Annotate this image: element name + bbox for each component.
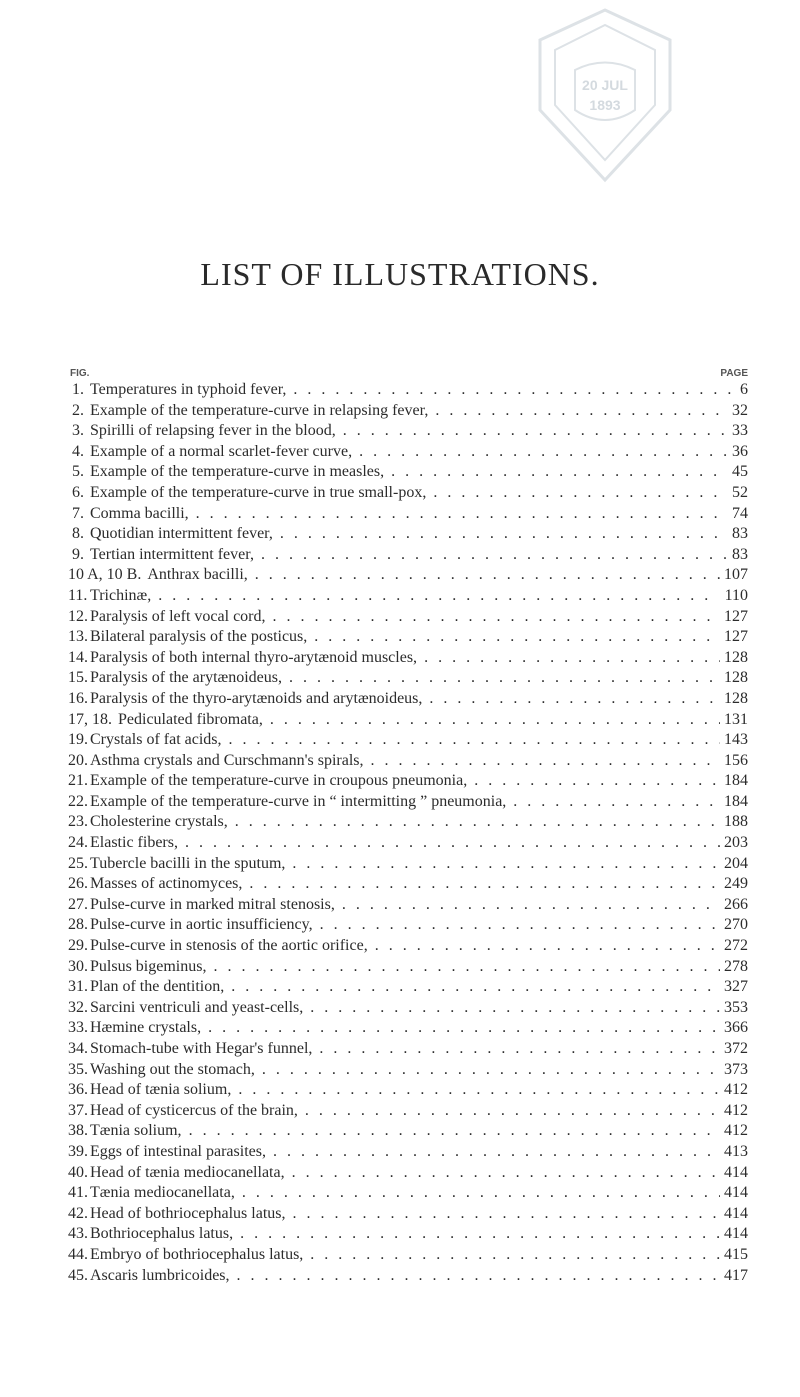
list-item xyxy=(68,586,748,607)
entry-lead xyxy=(68,812,748,833)
page-number: 412 xyxy=(720,1080,748,1101)
figure-number: 19. xyxy=(68,731,88,749)
figure-number: 11. xyxy=(68,586,88,604)
figure-number: 26. xyxy=(68,875,88,893)
page-number: 127 xyxy=(720,607,748,628)
figure-caption: Pulse-curve in stenosis of the aortic orifice, xyxy=(90,937,368,955)
entry-lead xyxy=(68,833,748,854)
figure-number: 39. xyxy=(68,1142,88,1160)
figure-caption: Example of the temperature-curve in “ intermitting ” pneumonia, xyxy=(90,792,507,810)
page-number: 156 xyxy=(720,751,748,772)
entry-lead xyxy=(68,957,748,978)
page-number: 74 xyxy=(728,504,748,525)
figure-caption: Ascaris lumbricoides, xyxy=(90,1266,230,1284)
list-item xyxy=(68,462,748,483)
page-number: 270 xyxy=(720,915,748,936)
page-number: 127 xyxy=(720,627,748,648)
entry-lead xyxy=(68,442,748,463)
figure-caption: Tertian intermittent fever, xyxy=(90,545,254,563)
figure-caption: Pulse-curve in marked mitral stenosis, xyxy=(90,895,335,913)
figure-caption: Head of tænia solium, xyxy=(90,1081,232,1099)
entry-lead xyxy=(68,1183,748,1204)
list-item xyxy=(68,854,748,875)
figure-number: 28. xyxy=(68,916,88,934)
figure-caption: Eggs of intestinal parasites, xyxy=(90,1142,266,1160)
entry-lead xyxy=(68,977,748,998)
page-number: 353 xyxy=(720,998,748,1019)
list-item xyxy=(68,1245,748,1266)
entry-lead xyxy=(68,771,748,792)
page-number: 36 xyxy=(728,442,748,463)
figure-number: 7. xyxy=(72,504,84,522)
list-item xyxy=(68,833,748,854)
entry-lead xyxy=(68,1266,748,1287)
figure-caption: Masses of actinomyces, xyxy=(90,875,243,893)
entry-lead xyxy=(68,792,748,813)
list-item xyxy=(68,1101,748,1122)
entry-lead xyxy=(68,504,748,525)
list-item xyxy=(68,1204,748,1225)
list-item xyxy=(68,1266,748,1287)
entry-lead xyxy=(68,524,748,545)
figure-number: 29. xyxy=(68,937,88,955)
page-column-header: PAGE xyxy=(720,368,748,379)
entry-lead xyxy=(68,421,748,442)
figure-number: 12. xyxy=(68,607,88,625)
entry-lead xyxy=(68,1163,748,1184)
figure-caption: Pediculated fibromata, xyxy=(118,710,263,728)
page-number: 249 xyxy=(720,874,748,895)
figure-number: 40. xyxy=(68,1163,88,1181)
page-number: 278 xyxy=(720,957,748,978)
entry-lead xyxy=(68,668,748,689)
entry-lead xyxy=(68,462,748,483)
entry-lead xyxy=(68,565,748,586)
entry-lead xyxy=(68,895,748,916)
page-title: LIST OF ILLUSTRATIONS. xyxy=(200,256,600,292)
page-number: 412 xyxy=(720,1101,748,1122)
list-item xyxy=(68,565,748,586)
figure-number: 45. xyxy=(68,1266,88,1284)
page-number: 204 xyxy=(720,854,748,875)
figure-caption: Sarcini ventriculi and yeast-cells, xyxy=(90,998,304,1016)
figure-number: 13. xyxy=(68,628,88,646)
figure-caption: Elastic fibers, xyxy=(90,834,178,852)
list-item xyxy=(68,977,748,998)
figure-number: 10 A, 10 B. xyxy=(68,566,142,584)
entry-lead xyxy=(68,730,748,751)
figure-number: 27. xyxy=(68,895,88,913)
illustrations-list xyxy=(68,380,748,1286)
list-item xyxy=(68,689,748,710)
figure-caption: Example of the temperature-curve in croupous pneumonia, xyxy=(90,772,468,790)
figure-number: 31. xyxy=(68,978,88,996)
figure-caption: Paralysis of both internal thyro-arytænoid muscles, xyxy=(90,648,418,666)
figure-number: 22. xyxy=(68,792,88,810)
page-number: 266 xyxy=(720,895,748,916)
entry-lead xyxy=(68,1080,748,1101)
figure-caption: Head of tænia mediocanellata, xyxy=(90,1163,285,1181)
entry-lead xyxy=(68,380,748,401)
entry-lead xyxy=(68,854,748,875)
list-item xyxy=(68,545,748,566)
page-number: 32 xyxy=(728,401,748,422)
figure-caption: Hæmine crystals, xyxy=(90,1019,202,1037)
figure-caption: Trichinæ, xyxy=(90,586,152,604)
figure-caption: Comma bacilli, xyxy=(90,504,189,522)
figure-caption: Spirilli of relapsing fever in the blood, xyxy=(90,422,336,440)
list-item xyxy=(68,730,748,751)
figure-caption: Quotidian intermittent fever, xyxy=(90,525,273,543)
list-item xyxy=(68,1224,748,1245)
list-item xyxy=(68,627,748,648)
page-number: 131 xyxy=(720,710,748,731)
figure-caption: Paralysis of left vocal cord, xyxy=(90,607,266,625)
entry-lead xyxy=(68,1101,748,1122)
figure-number: 43. xyxy=(68,1225,88,1243)
entry-lead xyxy=(68,710,748,731)
entry-lead xyxy=(68,1060,748,1081)
figure-caption: Anthrax bacilli, xyxy=(147,566,248,584)
figure-number: 5. xyxy=(72,463,84,481)
entry-lead xyxy=(68,1204,748,1225)
list-item xyxy=(68,936,748,957)
page-number: 414 xyxy=(720,1204,748,1225)
figure-caption: Temperatures in typhoid fever, xyxy=(90,381,287,398)
figure-number: 8. xyxy=(72,525,84,543)
list-item xyxy=(68,998,748,1019)
figure-number: 44. xyxy=(68,1245,88,1263)
page-number: 415 xyxy=(720,1245,748,1266)
list-item xyxy=(68,1183,748,1204)
fig-column-header: FIG. xyxy=(70,368,90,379)
figure-number: 9. xyxy=(72,545,84,563)
entry-lead xyxy=(68,1245,748,1266)
page-number: 110 xyxy=(721,586,748,607)
figure-caption: Bothriocephalus latus, xyxy=(90,1225,234,1243)
figure-caption: Paralysis of the thyro-arytænoids and arytænoideus, xyxy=(90,689,423,707)
page-number: 412 xyxy=(720,1121,748,1142)
figure-caption: Asthma crystals and Curschmann's spirals, xyxy=(90,751,364,769)
figure-number: 6. xyxy=(72,483,84,501)
figure-caption: Head of bothriocephalus latus, xyxy=(90,1204,286,1222)
entry-lead xyxy=(68,1224,748,1245)
figure-number: 20. xyxy=(68,751,88,769)
entry-lead xyxy=(68,607,748,628)
list-item xyxy=(68,668,748,689)
figure-number: 35. xyxy=(68,1060,88,1078)
page-number: 128 xyxy=(720,648,748,669)
figure-number: 2. xyxy=(72,401,84,419)
page-number: 417 xyxy=(720,1266,748,1287)
list-item xyxy=(68,1018,748,1039)
entry-lead xyxy=(68,915,748,936)
page-number: 184 xyxy=(720,771,748,792)
page-number: 372 xyxy=(720,1039,748,1060)
figure-caption: Tubercle bacilli in the sputum, xyxy=(90,854,286,872)
library-stamp-seal xyxy=(520,0,690,200)
figure-caption: Stomach-tube with Hegar's funnel, xyxy=(90,1040,313,1057)
list-item xyxy=(68,1121,748,1142)
entry-lead xyxy=(68,648,748,669)
page-number: 52 xyxy=(728,483,748,504)
page-number: 366 xyxy=(720,1018,748,1039)
page-number: 413 xyxy=(720,1142,748,1163)
list-item xyxy=(68,957,748,978)
page-number: 414 xyxy=(720,1183,748,1204)
figure-number: 38. xyxy=(68,1122,88,1140)
figure-caption: Tænia solium, xyxy=(90,1122,182,1140)
entry-lead xyxy=(68,1121,748,1142)
figure-number: 16. xyxy=(68,689,88,707)
figure-number: 17, 18. xyxy=(68,710,112,728)
figure-number: 15. xyxy=(68,669,88,687)
figure-caption: Head of cysticercus of the brain, xyxy=(90,1101,298,1119)
figure-number: 34. xyxy=(68,1040,88,1057)
page-number: 6 xyxy=(736,380,748,401)
figure-number: 25. xyxy=(68,854,88,872)
list-item xyxy=(68,751,748,772)
figure-number: 33. xyxy=(68,1019,88,1037)
figure-caption: Pulse-curve in aortic insufficiency, xyxy=(90,916,313,934)
figure-caption: Crystals of fat acids, xyxy=(90,731,222,749)
list-item xyxy=(68,1142,748,1163)
page-number: 373 xyxy=(720,1060,748,1081)
list-item xyxy=(68,915,748,936)
figure-number: 42. xyxy=(68,1204,88,1222)
svg-text:1893: 1893 xyxy=(589,97,621,113)
list-item xyxy=(68,421,748,442)
figure-caption: Embryo of bothriocephalus latus, xyxy=(90,1245,304,1263)
list-item xyxy=(68,1060,748,1081)
list-item xyxy=(68,874,748,895)
figure-caption: Washing out the stomach, xyxy=(90,1060,255,1078)
entry-lead xyxy=(68,586,748,607)
figure-number: 14. xyxy=(68,648,88,666)
list-item xyxy=(68,607,748,628)
figure-caption: Paralysis of the arytænoideus, xyxy=(90,669,282,687)
figure-number: 37. xyxy=(68,1101,88,1119)
entry-lead xyxy=(68,483,748,504)
entry-lead xyxy=(68,401,748,422)
entry-lead xyxy=(68,1039,748,1060)
page-number: 33 xyxy=(728,421,748,442)
figure-caption: Example of the temperature-curve in measles, xyxy=(90,463,385,481)
list-item xyxy=(68,771,748,792)
list-item xyxy=(68,380,748,401)
figure-number: 36. xyxy=(68,1081,88,1099)
figure-number: 32. xyxy=(68,998,88,1016)
list-item xyxy=(68,1163,748,1184)
entry-lead xyxy=(68,936,748,957)
list-item xyxy=(68,710,748,731)
figure-caption: Pulsus bigeminus, xyxy=(90,957,207,975)
figure-caption: Cholesterine crystals, xyxy=(90,813,228,831)
figure-number: 24. xyxy=(68,834,88,852)
page-number: 83 xyxy=(728,545,748,566)
figure-number: 41. xyxy=(68,1184,88,1202)
entry-lead xyxy=(68,1018,748,1039)
list-item xyxy=(68,792,748,813)
entry-lead xyxy=(68,1142,748,1163)
page-number: 143 xyxy=(720,730,748,751)
list-item xyxy=(68,812,748,833)
figure-caption: Example of the temperature-curve in true small-pox, xyxy=(90,483,427,501)
list-item xyxy=(68,1039,748,1060)
page-number: 414 xyxy=(720,1224,748,1245)
figure-caption: Example of the temperature-curve in relapsing fever, xyxy=(90,401,429,419)
svg-text:20 JUL: 20 JUL xyxy=(582,77,628,93)
list-item xyxy=(68,483,748,504)
entry-lead xyxy=(68,874,748,895)
figure-number: 3. xyxy=(72,422,84,440)
entry-lead xyxy=(68,998,748,1019)
list-item xyxy=(68,442,748,463)
figure-number: 4. xyxy=(72,442,84,460)
figure-caption: Bilateral paralysis of the posticus, xyxy=(90,628,308,646)
figure-caption: Plan of the dentition, xyxy=(90,978,225,996)
figure-number: 1. xyxy=(72,381,84,398)
page-number: 128 xyxy=(720,689,748,710)
page-number: 45 xyxy=(728,462,748,483)
figure-caption: Tænia mediocanellata, xyxy=(90,1184,235,1202)
figure-number: 21. xyxy=(68,772,88,790)
entry-lead xyxy=(68,751,748,772)
page-number: 188 xyxy=(720,812,748,833)
list-item xyxy=(68,648,748,669)
entry-lead xyxy=(68,689,748,710)
list-item xyxy=(68,401,748,422)
page-number: 107 xyxy=(720,565,748,586)
figure-caption: Example of a normal scarlet-fever curve, xyxy=(90,442,353,460)
entry-lead xyxy=(68,627,748,648)
page-number: 184 xyxy=(720,792,748,813)
page-number: 414 xyxy=(720,1163,748,1184)
list-item xyxy=(68,1080,748,1101)
figure-number: 30. xyxy=(68,957,88,975)
page-number: 83 xyxy=(728,524,748,545)
figure-number: 23. xyxy=(68,813,88,831)
entry-lead xyxy=(68,545,748,566)
list-item xyxy=(68,504,748,525)
page-number: 203 xyxy=(720,833,748,854)
list-item xyxy=(68,524,748,545)
page-number: 272 xyxy=(720,936,748,957)
page-number: 128 xyxy=(720,668,748,689)
list-item xyxy=(68,895,748,916)
page-number: 327 xyxy=(720,977,748,998)
